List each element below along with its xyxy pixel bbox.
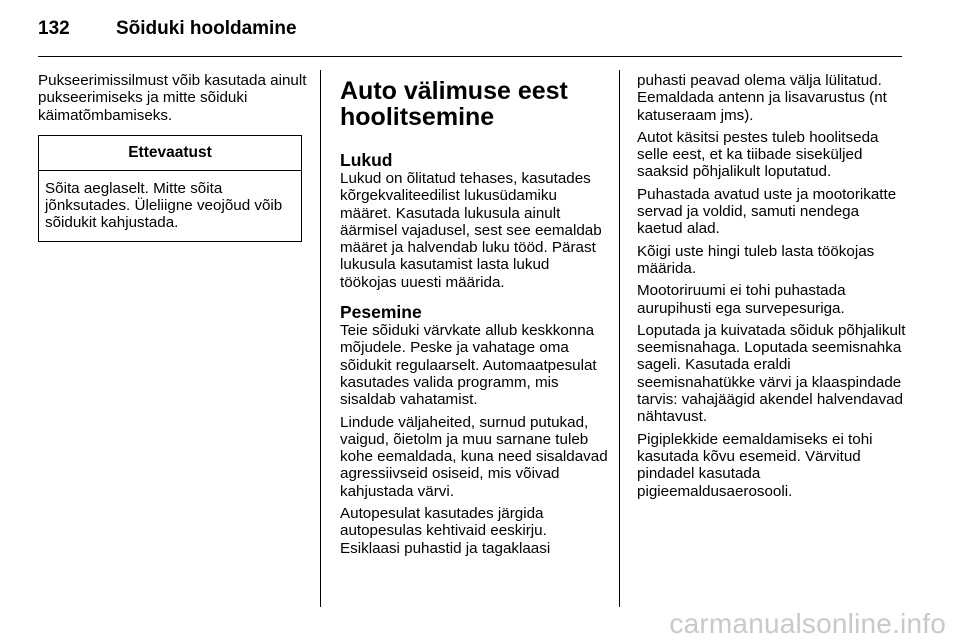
washing-heading: Pesemine (340, 302, 422, 323)
caution-box (38, 135, 302, 242)
page-header (38, 18, 297, 40)
paragraph-3: Puhastada avatud uste ja mootorikatte servad ja voldid, samuti nendega kaetud alad. (637, 185, 897, 238)
washing-paragraph-1: Teie sõiduki värvkate allub keskkonna mõjudele. Peske ja vahatage oma sõidukit regulaarselt. Automaatpesulat kasutades valida programm, mis sisaldab vahatamist. (340, 322, 597, 409)
page-number: 132 (38, 18, 70, 39)
caution-text: Sõita aeglaselt. Mitte sõita jõnksutades. Üleliigne veojõud võib sõidukit kahjustada. (45, 179, 283, 232)
paragraph-5: Mootoriruumi ei tohi puhastada aurupihusti ega survepesuriga. (637, 282, 846, 317)
washing-paragraph-2: Lindude väljaheited, surnud putukad, vaigud, õietolm ja muu sarnane tuleb kohe eemaldada, kuna need sisaldavad agressiivseid osiseid, mis võivad kahjustada värvi. (340, 413, 608, 500)
paragraph-6: Loputada ja kuivatada sõiduk põhjalikult seemisnahaga. Loputada seemisnahka sageli. Kasutada eraldi seemisnahatükke värvi ja klaaspindade tarvis: vahajäägid akendel halvendavad nähtavust. (637, 321, 906, 426)
towing-eye-text: Pukseerimissilmust võib kasutada ainult pukseerimiseks ja mitte sõiduki käimatõmbamiseks. (38, 72, 307, 124)
paragraph-4: Kõigi uste hingi tuleb lasta töökojas määrida. (637, 242, 875, 277)
header-rule (38, 56, 902, 57)
column-divider-2 (619, 70, 620, 607)
locks-heading: Lukud (340, 150, 393, 170)
column-right (637, 72, 907, 505)
locks-text: Lukud on õlitatud tehases, kasutades kõrgekvaliteedilist lukusüdamiku määret. Kasutada lukusula ainult äärmisel vajadusel, sest see eemaldab määret ja halvendab luku tööd. Pärast lukusula kasutamist lasta lukud töökojas uuesti määrida. (340, 170, 602, 291)
section-heading: Auto välimuse eest hoolitsemine (340, 77, 568, 131)
page-title: Sõiduki hooldamine (116, 18, 297, 39)
watermark-text: carmanualsonline.info (669, 608, 946, 639)
paragraph-2: Autot käsitsi pestes tuleb hoolitseda selle eest, et ka tiibade siseküljed saaksid põhjalikult loputatud. (637, 128, 879, 181)
caution-title: Ettevaatust (39, 136, 301, 171)
column-middle (340, 72, 610, 562)
column-left (38, 72, 310, 242)
washing-paragraph-3: Autopesulat kasutades järgida autopesulas kehtivaid eeskirju. Esiklaasi puhastid ja tagaklaasi (340, 505, 551, 557)
paragraph-1: puhasti peavad olema välja lülitatud. Eemaldada antenn ja lisavarustus (nt katuseraam jms). (637, 72, 887, 124)
paragraph-7: Pigiplekkide eemaldamiseks ei tohi kasutada kõvu esemeid. Värvitud pindadel kasutada pigieemaldusaerosooli. (637, 430, 873, 500)
column-divider-1 (320, 70, 321, 607)
